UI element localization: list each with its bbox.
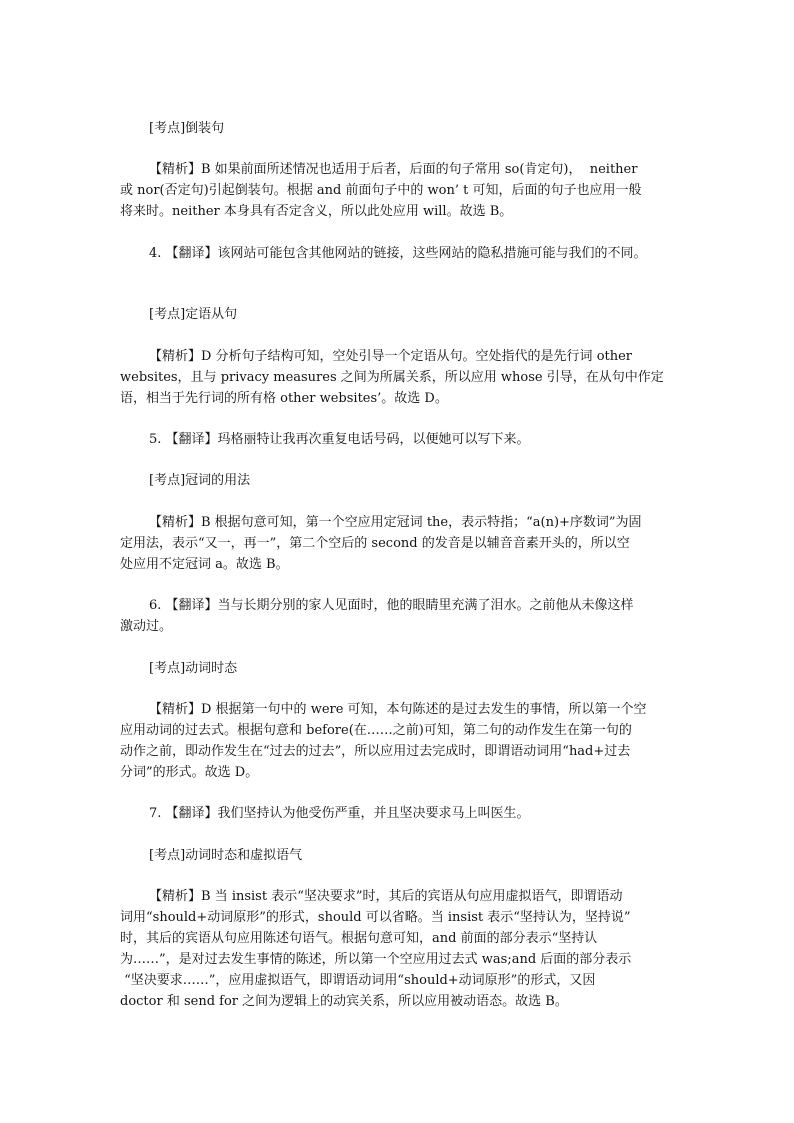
section-label-kaodian: [考点]定语从句: [149, 307, 238, 322]
section-label-kaodian: [考点]动词时态: [149, 661, 238, 676]
translation-line: 6. 【翻译】当与长期分别的家人见面时，他的眼睛里充满了泪水。之前他从未像这样: [149, 598, 634, 613]
translation-line: 5. 【翻译】玛格丽特让我再次重复电话号码，以便她可以写下来。: [149, 432, 530, 447]
analysis-line: 或 nor(否定句)引起倒装句。根据 and 前面句子中的 won’ t 可知，后面的句子也应用一般: [120, 183, 642, 198]
analysis-line: doctor 和 send for 之间为逻辑上的动宾关系，所以应用被动语态。故选 B。: [120, 994, 568, 1009]
analysis-line: 时，其后的宾语从句应用陈述句语气。根据句意可知，and 前面的部分表示“坚持认: [120, 931, 598, 946]
analysis-line: 【精析】D 分析句子结构可知，空处引导一个定语从句。空处指代的是先行词 other: [149, 349, 633, 364]
translation-line: 7. 【翻译】我们坚持认为他受伤严重，并且坚决要求马上叫医生。: [149, 806, 530, 821]
analysis-line: 词用“should+动词原形”的形式，should 可以省略。当 insist 表示“坚持认为，坚持说”: [120, 910, 631, 925]
analysis-line: 处应用不定冠词 a。故选 B。: [120, 557, 289, 572]
analysis-line: 为……”，是对过去发生事情的陈述，所以第一个空应用过去式 was;and 后面的部分表示: [120, 952, 632, 967]
section-label-kaodian: [考点]动词时态和虚拟语气: [149, 848, 303, 863]
analysis-line: “坚决要求……”，应用虚拟语气，即谓语动词用“should+动词原形”的形式，又因: [120, 973, 596, 988]
analysis-line: 语，相当于先行词的所有格 other websites’。故选 D。: [120, 391, 448, 406]
analysis-line: 动作之前，即动作发生在“过去的过去”，所以应用过去完成时，即谓语动词用“had+过去: [120, 744, 631, 759]
section-label-kaodian: [考点]倒装句: [149, 121, 225, 136]
analysis-line: 【精析】B 根据句意可知，第一个空应用定冠词 the，表示特指；“a(n)+序数词”为固: [149, 515, 642, 530]
translation-line: 4. 【翻译】该网站可能包含其他网站的链接，这些网站的隐私措施可能与我们的不同。: [149, 246, 647, 261]
analysis-line: websites，且与 privacy measures 之间为所属关系，所以应用 whose 引导，在从句中作定: [120, 370, 664, 385]
analysis-line: 分词”的形式。故选 D。: [120, 765, 259, 780]
analysis-line: 应用动词的过去式。根据句意和 before(在……之前)可知，第二句的动作发生在第一句的: [120, 723, 632, 738]
section-label-kaodian: [考点]冠词的用法: [149, 473, 251, 488]
analysis-line: 将来时。neither 本身具有否定含义，所以此处应用 will。故选 B。: [120, 204, 513, 219]
translation-line: 激动过。: [120, 619, 173, 634]
analysis-line: 【精析】B 当 insist 表示“坚决要求”时，其后的宾语从句应用虚拟语气，即谓语动: [149, 889, 623, 904]
analysis-line: 【精析】B 如果前面所述情况也适用于后者，后面的句子常用 so(肯定句)， neither: [149, 162, 638, 177]
analysis-line: 【精析】D 根据第一句中的 were 可知，本句陈述的是过去发生的事情，所以第一个空: [149, 702, 647, 717]
analysis-line: 定用法，表示“又一，再一”，第二个空后的 second 的发音是以辅音音素开头的，所以空: [120, 536, 630, 551]
